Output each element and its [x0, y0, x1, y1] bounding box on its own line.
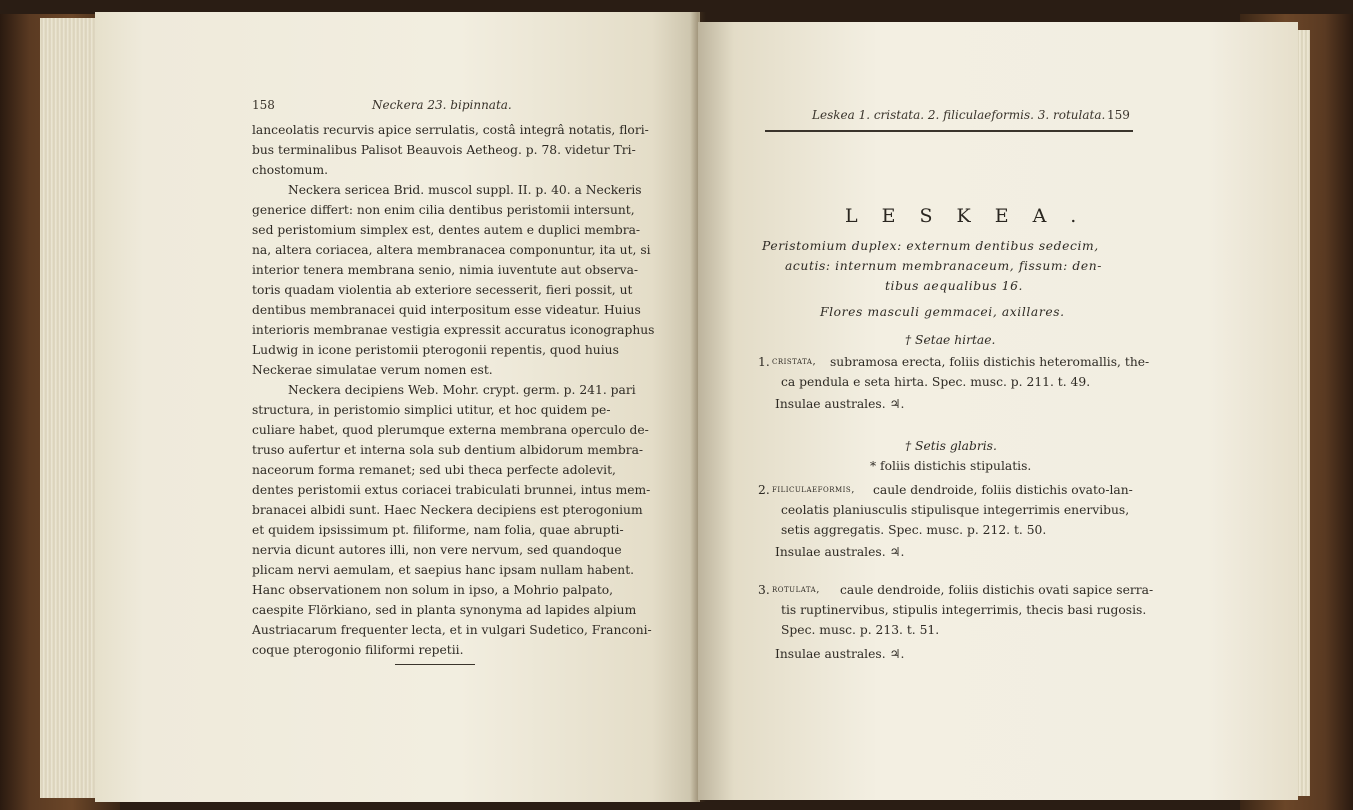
text-line: naceorum forma remanet; sed ubi theca perfecte adolevit,: [252, 463, 616, 477]
diagnosis-line: acutis: internum membranaceum, fissum: den-: [785, 259, 1102, 273]
text-line: structura, in peristomio simplici utitur, et hoc quidem pe-: [252, 403, 611, 417]
text-line: caule dendroide, foliis distichis ovati sapice serra-: [840, 583, 1154, 597]
text-line: setis aggregatis. Spec. musc. p. 212. t. 50.: [781, 523, 1047, 537]
genus-title: LESKEA.: [845, 205, 1101, 227]
section-heading: † Setis glabris.: [905, 439, 997, 453]
species-name: filiculaeformis,: [772, 484, 855, 495]
diagnosis-line: Flores masculi gemmacei, axillares.: [820, 305, 1065, 319]
left-page-number: 158: [252, 98, 275, 112]
species-name: cristata,: [772, 356, 817, 367]
species-name: rotulata,: [772, 584, 820, 595]
species-number: 3.: [758, 583, 770, 597]
section-heading: † Setae hirtae.: [905, 333, 996, 347]
text-line: interior tenera membrana senio, nimia iuventute aut observa-: [252, 263, 639, 277]
text-line: ca pendula e seta hirta. Spec. musc. p. 211. t. 49.: [781, 375, 1091, 389]
text-line: sed peristomium simplex est, dentes autem e duplici membra-: [252, 223, 641, 237]
text-line: Insulae australes. ♃.: [775, 647, 905, 661]
text-line: Neckera decipiens Web. Mohr. crypt. germ. p. 241. pari: [288, 383, 636, 397]
end-rule: [395, 664, 475, 665]
text-line: culiare habet, quod plerumque externa membrana operculo de-: [252, 423, 649, 437]
text-line: interioris membranae vestigia expressit accuratus iconographus: [252, 323, 655, 337]
text-line: chostomum.: [252, 163, 329, 177]
text-line: caespite Flörkiano, sed in planta synonyma ad lapides alpium: [252, 603, 637, 617]
text-line: toris quadam violentia ab exteriore secesserit, fieri possit, ut: [252, 283, 633, 297]
species-number: 2.: [758, 483, 770, 497]
text-line: truso aufertur et interna sola sub dentium albidorum membra-: [252, 443, 644, 457]
text-line: dentes peristomii extus coriacei trabiculati brunnei, intus mem-: [252, 483, 651, 497]
text-line: tis ruptinervibus, stipulis integerrimis, thecis basi rugosis.: [781, 603, 1147, 617]
text-line: lanceolatis recurvis apice serrulatis, costâ integrâ notatis, flori-: [252, 123, 649, 137]
text-line: Spec. musc. p. 213. t. 51.: [781, 623, 940, 637]
text-line: Insulae australes. ♃.: [775, 397, 905, 411]
left-running-head: Neckera 23. bipinnata.: [372, 98, 512, 112]
text-line: Insulae australes. ♃.: [775, 545, 905, 559]
subsection-heading: * foliis distichis stipulatis.: [870, 459, 1032, 473]
text-line: generice differt: non enim cilia dentibus peristomii intersunt,: [252, 203, 635, 217]
diagnosis-line: tibus aequalibus 16.: [885, 279, 1024, 293]
text-line: caule dendroide, foliis distichis ovato-lan-: [873, 483, 1133, 497]
text-line: branacei albidi sunt. Haec Neckera decipiens est pterogonium: [252, 503, 643, 517]
text-line: et quidem ipsissimum pt. filiforme, nam folia, quae abrupti-: [252, 523, 624, 537]
text-line: Neckerae simulatae verum nomen est.: [252, 363, 493, 377]
right-running-head: Leskea 1. cristata. 2. filiculaeformis. 3. rotulata.: [812, 108, 1106, 122]
text-line: coque pterogonio filiformi repetii.: [252, 643, 464, 657]
species-number: 1.: [758, 355, 770, 369]
text-line: bus terminalibus Palisot Beauvois Aetheog. p. 78. videtur Tri-: [252, 143, 636, 157]
text-line: ceolatis planiusculis stipulisque integerrimis enervibus,: [781, 503, 1130, 517]
text-line: na, altera coriacea, altera membranacea componuntur, ita ut, si: [252, 243, 651, 257]
text-line: Austriacarum frequenter lecta, et in vulgari Sudetico, Franconi-: [252, 623, 652, 637]
text-line: nervia dicunt autores illi, non vere nervum, sed quandoque: [252, 543, 622, 557]
text-line: Neckera sericea Brid. muscol suppl. II. p. 40. a Neckeris: [288, 183, 642, 197]
text-line: plicam nervi aemulam, et saepius hanc ipsam nullam habent.: [252, 563, 635, 577]
text-line: Ludwig in icone peristomii pterogonii repentis, quod huius: [252, 343, 619, 357]
text-line: Hanc observationem non solum in ipso, a Mohrio palpato,: [252, 583, 614, 597]
header-rule: [765, 130, 1133, 132]
diagnosis-line: Peristomium duplex: externum dentibus sedecim,: [762, 239, 1099, 253]
text-line: dentibus membranacei quid interpositum esse videatur. Huius: [252, 303, 641, 317]
text-line: subramosa erecta, foliis distichis heteromallis, the-: [830, 355, 1150, 369]
right-page-number: 159: [1107, 108, 1130, 122]
